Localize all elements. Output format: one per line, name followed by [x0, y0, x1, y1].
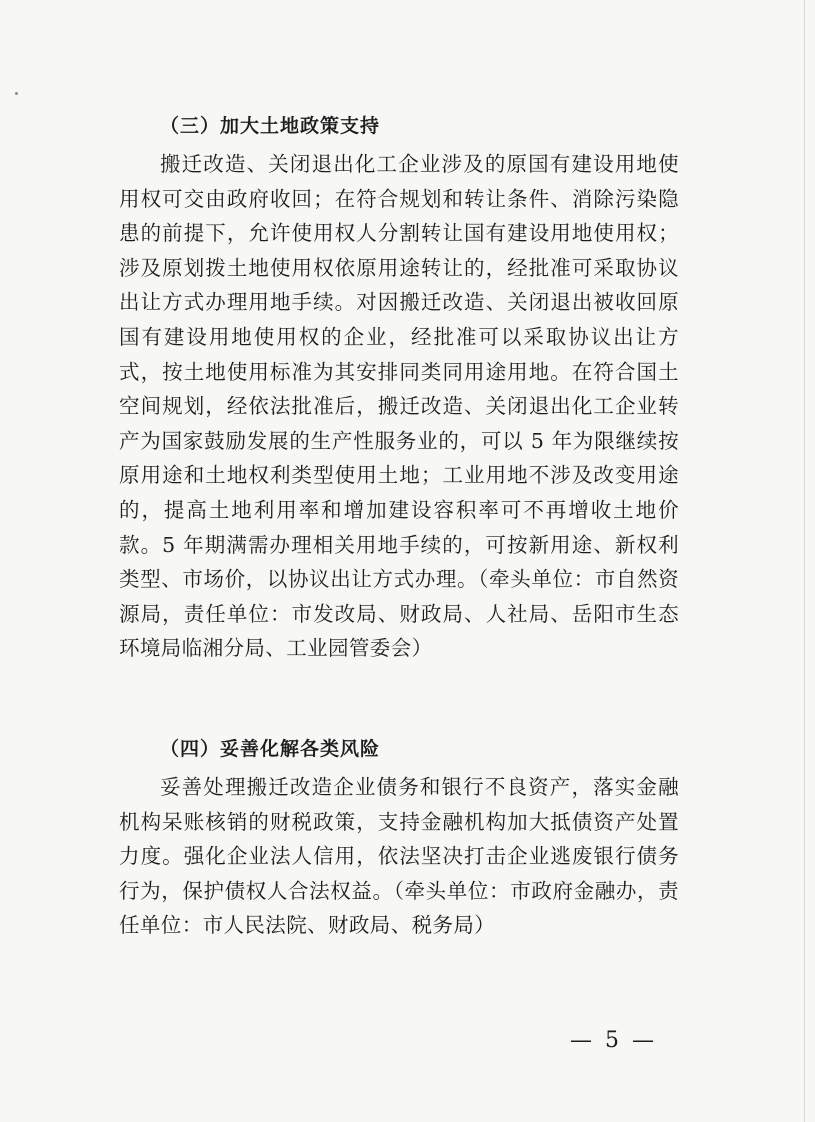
- section-body-4: 妥善处理搬迁改造企业债务和银行不良资产，落实金融机构呆账核销的财税政策，支持金融机构加大抵债资产处置力度。强化企业法人信用，依法坚决打击企业逃废银行债务行为，保护债权人合法权益。（牵头单位：市政府金融办，责任单位：市人民法院、财政局、税务局）: [119, 775, 679, 938]
- scan-speck: [15, 92, 18, 95]
- section-body-3: 搬迁改造、关闭退出化工企业涉及的原国有建设用地使用权可交由政府收回；在符合规划和转让条件、消除污染隐患的前提下，允许使用权人分割转让国有建设用地使用权；涉及原划拨土地使用权依原用途转让的，经批准可采取协议出让方式办理用地手续。对因搬迁改造、关闭退出被收回原国有建设用地使用权的企业，经批准可以采取协议出让方式，按土地使用标准为其安排同类同用途用地。在符合国土空间规划，经依法批准后，搬迁改造、关闭退出化工企业转产为国家鼓励发展的生产性服务业的，可以 5 年为限继续按原用途和土地权利类型使用土地；工业用地不涉及改变用途的，提高土地利用率和增加建设容积率可不再增收土地价款。5 年期满需办理相关用地手续的，可按新用途、新权利类型、市场价，以协议出让方式办理。（牵头单位：市自然资源局，责任单位：市发改局、财政局、人社局、岳阳市生态环境局临湘分局、工业园管委会）: [119, 152, 679, 661]
- section-heading-3: （三）加大土地政策支持: [160, 115, 381, 137]
- scan-edge-line: [804, 0, 805, 1122]
- section-heading-4: （四）妥善化解各类风险: [160, 738, 381, 760]
- page-number: — 5 —: [570, 1028, 657, 1053]
